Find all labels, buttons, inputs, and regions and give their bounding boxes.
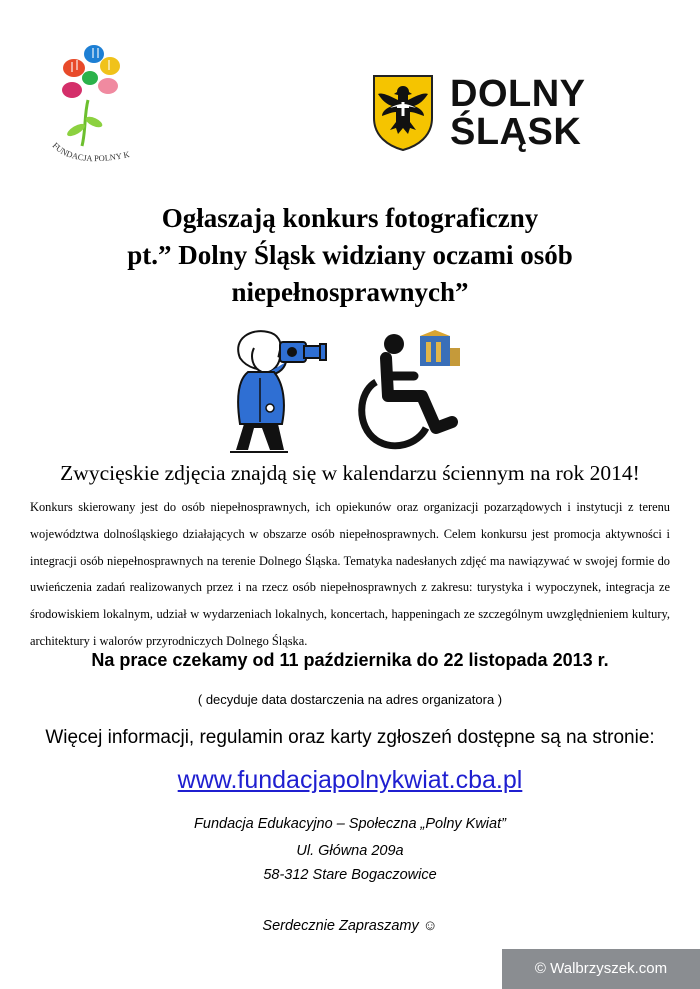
fundacja-polny-kwiat-logo xyxy=(44,38,140,168)
website-link[interactable]: www.fundacjapolnykwiat.cba.pl xyxy=(177,766,523,794)
wheelchair-icon xyxy=(356,330,466,452)
website-container xyxy=(10,762,690,798)
winners-announcement: Zwycięskie zdjęcia znajdą się w kalendarzu ściennym na rok 2014! xyxy=(60,461,640,485)
page-title xyxy=(40,200,660,311)
dolny-slask-logo xyxy=(372,74,592,154)
address-city: 58-312 Stare Bogaczowice xyxy=(263,867,437,883)
title-line-3: niepełnosprawnych” xyxy=(231,277,469,307)
photographer-icon xyxy=(226,328,338,454)
deadline-text: Na prace czekamy od 11 października do 22 listopada 2013 r. xyxy=(91,650,609,670)
dolny-slask-line2: ŚLĄSK xyxy=(450,111,582,153)
address-organization: Fundacja Edukacyjno – Społeczna „Polny Kwiat” xyxy=(194,816,506,832)
watermark: © Walbrzyszek.com xyxy=(502,949,700,989)
more-info-text: Więcej informacji, regulamin oraz karty zgłoszeń dostępne są na stronie: xyxy=(45,727,655,748)
invitation-text: Serdecznie Zapraszamy ☺ xyxy=(262,918,438,934)
photographer-illustration xyxy=(226,328,338,454)
address-street: Ul. Główna 209a xyxy=(296,843,404,859)
fundacja-logo-text: FUNDACJA POLNY K xyxy=(50,140,131,164)
title-line-2: pt.” Dolny Śląsk widziany oczami osób xyxy=(127,240,573,270)
delivery-date-note: ( decyduje data dostarczenia na adres organizatora ) xyxy=(197,692,503,707)
contest-description: Konkurs skierowany jest do osób niepełnosprawnych, ich opiekunów oraz organizacji pozarządowych i instytucji z terenu województwa dolnośląskiego działających w obszarze osób niepełnosprawnych. Celem konkursu jest promocja aktywności i integracji osób niepełnosprawnych na terenie Dolnego Śląska. Tematyka nadesłanych zdjęć ma nawiązywać w swojej formie do uwieńczenia zadań realizowanych przez i na rzecz osób niepełnosprawnych z zakresu: turystyka i wypoczynek, integracja ze środowiskiem lokalnym, udział w wydarzeniach lokalnych, koncertach, happeningach ze szczególnym uwzględnieniem kultury, architektury i walorów przyrodniczych Dolnego Śląska. xyxy=(30,500,670,648)
flower-hands-icon xyxy=(44,38,140,168)
title-line-1: Ogłaszają konkurs fotograficzny xyxy=(161,203,539,233)
wheelchair-illustration xyxy=(356,330,466,452)
dolny-slask-line1: DOLNY xyxy=(450,73,586,115)
eagle-crest-icon xyxy=(372,74,434,152)
